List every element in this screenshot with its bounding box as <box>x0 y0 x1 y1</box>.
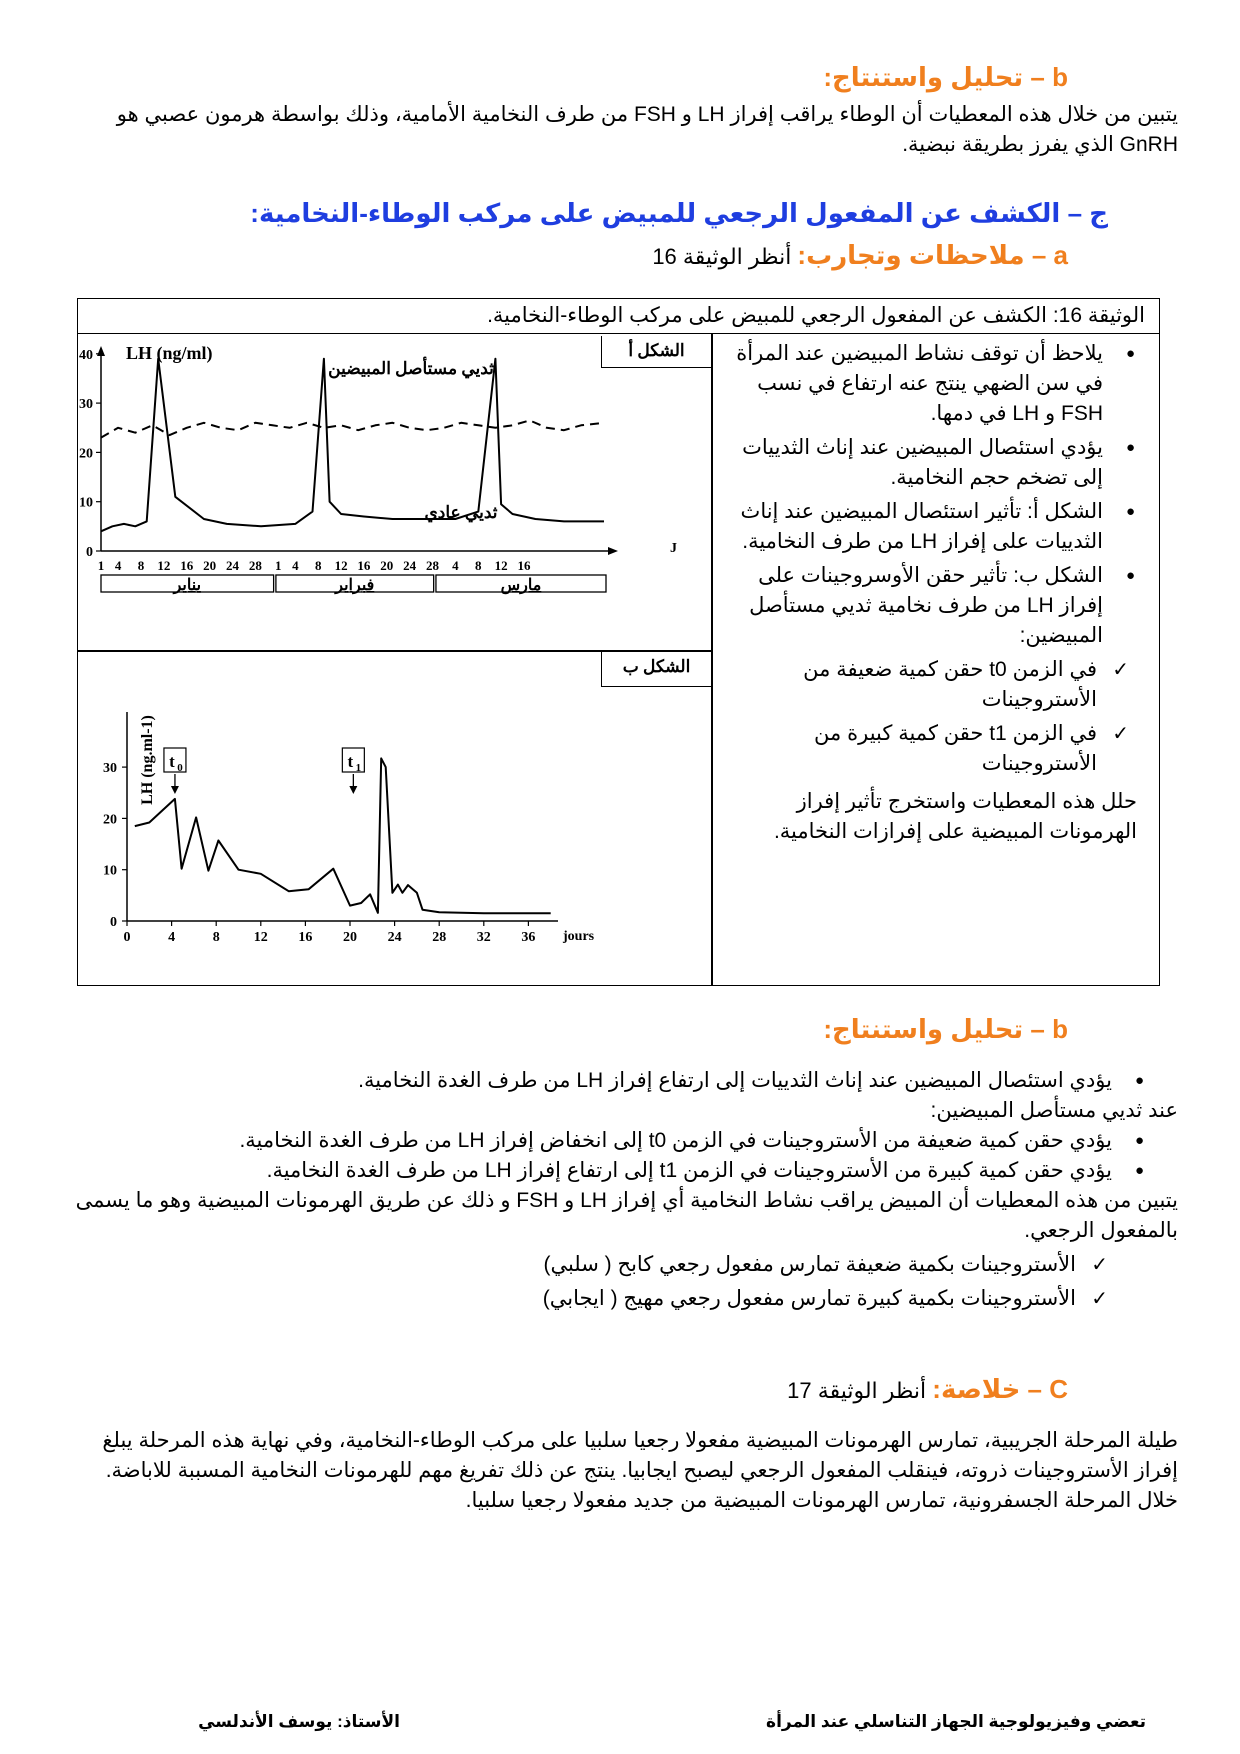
chart-b <box>78 652 711 985</box>
divider-vertical <box>711 334 713 985</box>
section-b2-heading: b – تحليل واستنتاج: <box>823 1014 1068 1044</box>
annotation-ovariectomized: ثديي مستأصل المبيضين <box>328 359 494 378</box>
analysis-item: ● يؤدي استئصال المبيضين عند إناث الثدييات إلى ارتفاع إفراز LH من طرف الغدة النخامية. <box>68 1066 1152 1096</box>
y-tick-label: 40 <box>79 347 93 363</box>
time-marker-label: t <box>347 752 354 771</box>
injection-item: ✓ في الزمن t0 حقن كمية ضعيفة من الأستروجينات <box>723 655 1137 715</box>
observation-item: ● يلاحظ أن توقف نشاط المبيضين عند المرأة في سن الضهي ينتج عنه ارتفاع في نسب FSH و LH في دمها. <box>723 339 1143 429</box>
x-tick-label: 24 <box>225 558 239 573</box>
summary-heading: C – خلاصة: <box>932 1374 1068 1404</box>
summary-paragraph: خلال المرحلة الجسفرونية، تمارس الهرمونات المبيضية من جديد مفعولا رجعيا سلبيا. <box>465 1489 1178 1512</box>
y-axis-label: LH (ng/ml) <box>126 343 213 363</box>
figure-a-label: الشكل أ <box>601 336 711 368</box>
series-ovariectomized <box>101 420 604 437</box>
x-tick-label: 16 <box>357 558 371 573</box>
summary-paragraph: طيلة المرحلة الجريبية، تمارس الهرمونات المبيضية مفعولا رجعيا سلبيا على مركب الوطاء-النخامية، وفي نهاية هذه المرحلة يبلغ إفراز الأستروجينات ذروته، فينقلب المفعول الرجعي ليصبح ايجابيا. ينتج عن ذلك تفريغ مهم للهرمونات النخامية المسببة للاباضة. <box>102 1429 1178 1482</box>
x-tick-label: 16 <box>517 558 531 573</box>
annotation-normal: ثديي عادي <box>424 503 498 522</box>
series-normal <box>101 359 604 532</box>
series-lh <box>135 758 551 913</box>
month-label: مارس <box>500 577 542 594</box>
x-tick-label: 16 <box>298 930 313 945</box>
x-tick-label: 20 <box>380 558 394 573</box>
x-tick-label: 20 <box>343 930 357 945</box>
analysis-intro: عند ثديي مستأصل المبيضين: <box>930 1099 1178 1122</box>
time-marker-arrowhead <box>171 786 179 794</box>
chart-a <box>78 334 711 650</box>
x-tick-label: 16 <box>180 558 194 573</box>
y-tick-label: 30 <box>79 397 93 413</box>
x-axis-label: jours <box>563 929 595 944</box>
month-label: فبراير <box>335 577 375 594</box>
y-tick-label: 30 <box>103 761 117 777</box>
y-tick-label: 10 <box>79 495 93 511</box>
x-tick-label: 8 <box>137 558 145 573</box>
x-tick-label: 12 <box>494 558 508 573</box>
x-tick-label: 1 <box>97 558 105 573</box>
observation-item: ● الشكل ب: تأثير حقن الأوسروجينات على إفراز LH من طرف نخامية ثديي مستأصل المبيضين: <box>723 561 1143 651</box>
time-marker-label: t <box>169 752 175 771</box>
observation-item: ● يؤدي استئصال المبيضين عند إناث الثدييات إلى تضخم حجم النخامية. <box>723 433 1143 493</box>
section-c-heading: ج – الكشف عن المفعول الرجعي للمبيض على مركب الوطاء-النخامية: <box>250 198 1108 228</box>
x-tick-label: 28 <box>248 558 262 573</box>
y-tick-label: 10 <box>103 863 117 879</box>
task-text: حلل هذه المعطيات واستخرج تأثير إفراز الهرمونات المبيضية على إفرازات النخامية. <box>773 790 1137 843</box>
x-axis-arrow <box>608 547 618 555</box>
section-b1-heading: b – تحليل واستنتاج: <box>823 62 1068 92</box>
summary-line <box>168 1374 1068 1405</box>
x-tick-label: 28 <box>426 558 440 573</box>
figure-b-label: الشكل ب <box>601 652 711 687</box>
section-b2-body <box>68 1066 1178 1314</box>
x-tick-label: 1 <box>274 558 282 573</box>
x-tick-label: 4 <box>114 558 122 573</box>
footer-teacher: الأستاذ: يوسف الأندلسي <box>198 1712 400 1731</box>
x-tick-label: 32 <box>476 930 491 945</box>
time-marker-subscript: 1 <box>355 762 362 774</box>
y-axis-label: LH (ng.ml-1) <box>139 715 156 805</box>
section-a-ref: أنظر الوثيقة 16 <box>652 244 798 269</box>
time-marker-arrowhead <box>349 786 357 794</box>
x-tick-label: 4 <box>168 930 176 945</box>
injection-item: ✓ في الزمن t1 حقن كمية كبيرة من الأستروجينات <box>723 719 1137 779</box>
observation-item: ● الشكل أ: تأثير استئصال المبيضين عند إناث الثدييات على إفراز LH من طرف النخامية. <box>723 497 1143 557</box>
analysis-item: ● يؤدي حقن كمية ضعيفة من الأستروجينات في الزمن t0 إلى انخفاض إفراز LH من طرف الغدة النخامية. <box>68 1126 1152 1156</box>
feedback-item: ✓ الأستروجينات بكمية ضعيفة تمارس مفعول رجعي كابح ( سلبي) <box>68 1250 1116 1280</box>
y-tick-label: 0 <box>110 915 117 930</box>
footer-course-title: تعضي وفيزيولوجية الجهاز التناسلي عند المرأة <box>766 1712 1146 1731</box>
section-a-line <box>168 240 1068 271</box>
x-tick-label: 8 <box>212 930 220 945</box>
x-tick-label: 12 <box>334 558 348 573</box>
x-tick-label: 0 <box>123 930 131 945</box>
x-tick-label: 4 <box>292 558 299 573</box>
x-tick-label: 12 <box>253 930 268 945</box>
summary-body <box>78 1426 1178 1516</box>
y-tick-label: 20 <box>79 446 93 462</box>
section-a-heading: a – ملاحظات وتجارب: <box>797 240 1068 270</box>
y-axis-arrow <box>97 346 105 356</box>
document-16-box <box>77 298 1160 986</box>
feedback-item: ✓ الأستروجينات بكمية كبيرة تمارس مفعول رجعي مهيج ( ايجابي) <box>68 1284 1116 1314</box>
x-tick-label: 4 <box>452 558 459 573</box>
x-axis-label: J <box>670 541 677 556</box>
y-tick-label: 0 <box>86 545 93 560</box>
x-tick-label: 36 <box>521 930 536 945</box>
y-tick-label: 20 <box>103 812 117 828</box>
x-tick-label: 12 <box>157 558 171 573</box>
x-tick-label: 24 <box>387 930 402 945</box>
x-tick-label: 8 <box>314 558 322 573</box>
section-b1-text: يتبين من خلال هذه المعطيات أن الوطاء يراقب إفراز LH و FSH من طرف النخامية الأمامية، وذلك بواسطة هرمون عصبي هو GnRH الذي يفرز بطريقة نبضية. <box>116 103 1178 156</box>
summary-ref: أنظر الوثيقة 17 <box>787 1378 933 1403</box>
x-tick-label: 20 <box>203 558 217 573</box>
document-16-title: الوثيقة 16: الكشف عن المفعول الرجعي للمبيض على مركب الوطاء-النخامية. <box>78 299 1159 334</box>
x-tick-label: 24 <box>403 558 417 573</box>
time-marker-subscript: 0 <box>177 762 183 774</box>
x-tick-label: 28 <box>432 930 447 945</box>
x-tick-label: 8 <box>475 558 482 573</box>
observations-panel <box>723 339 1143 847</box>
analysis-item: ● يؤدي حقن كمية كبيرة من الأستروجينات في الزمن t1 إلى ارتفاع إفراز LH من طرف الغدة النخامية. <box>68 1156 1152 1186</box>
analysis-paragraph: يتبين من هذه المعطيات أن المبيض يراقب نشاط النخامية أي إفراز LH و FSH و ذلك عن طريق الهرمونات المبيضية وهو ما يسمى بالمفعول الرجعي. <box>75 1189 1178 1242</box>
month-label: يناير <box>173 577 202 594</box>
